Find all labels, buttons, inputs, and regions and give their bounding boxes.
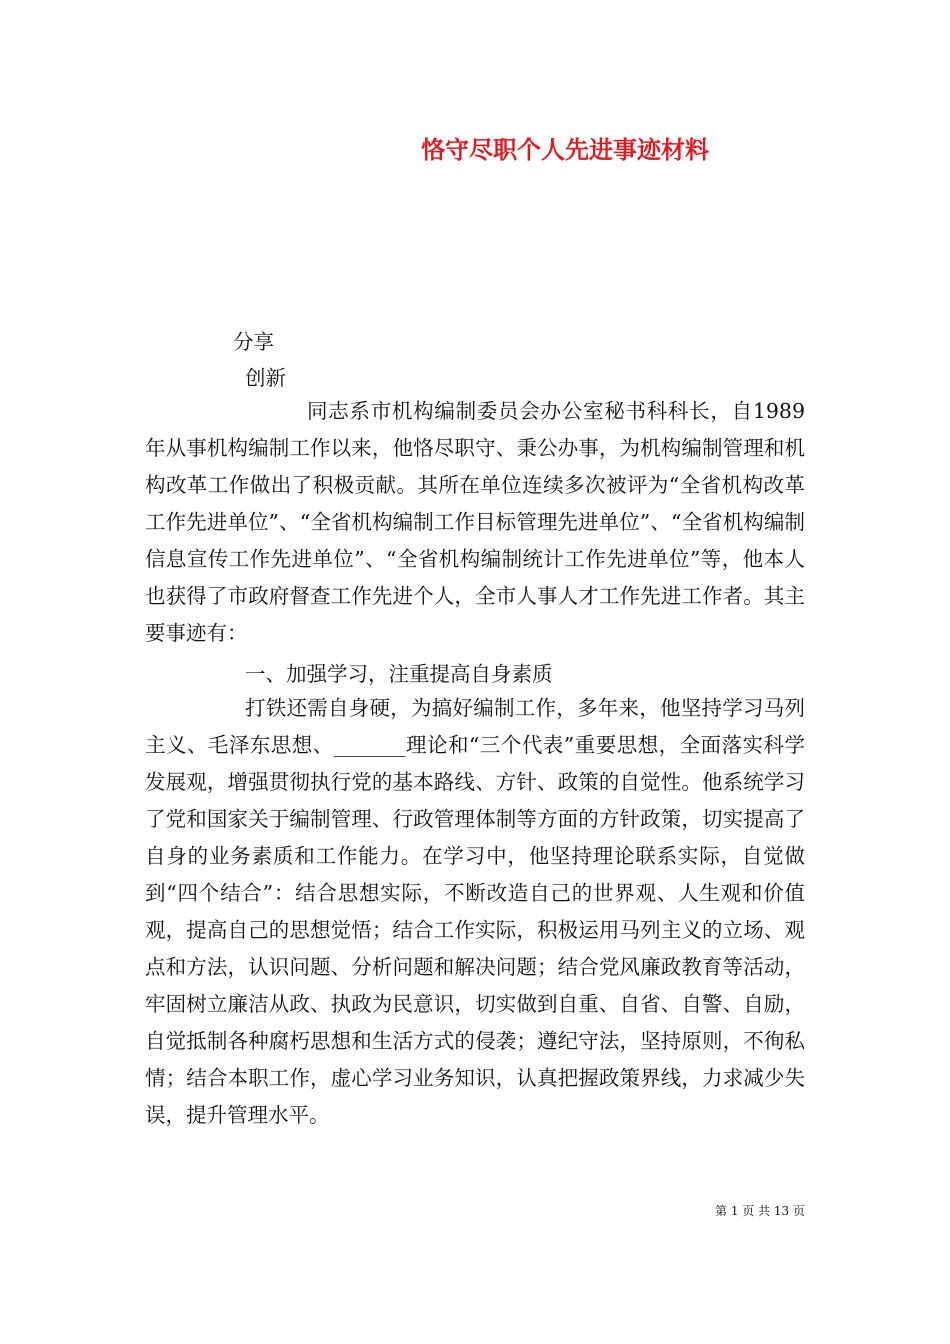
page-number: 第 1 页 共 13 页 [715,1204,805,1218]
paragraph-intro: 同志系市机构编制委员会办公室秘书科科长，自1989年从事机构编制工作以来，他恪尽职守、秉公办事，为机构编制管理和机构改革工作做出了积极贡献。其所在单位连续多次被评为“全省机构改革工作先进单位”、“全省机构编制工作目标管理先进单位”、“全省机构编制信息宣传工作先进单位”、“全省机构编制统计工作先进单位”等，他本人也获得了市政府督查工作先进个人，全市人事人才工作先进工作者。其主要事迹有： [145,399,805,645]
intro-line-innovation: 创新 [245,366,286,390]
section-heading-1: 一、加强学习，注重提高自身素质 [245,662,553,686]
intro-line-share: 分享 [233,330,274,354]
paragraph-study: 打铁还需自身硬，为搞好编制工作，多年来，他坚持学习马列主义、毛泽东思想、_______理论和“三个代表”重要思想，全面落实科学发展观，增强贯彻执行党的基本路线、方针、政策的自觉性。他系统学习了党和国家关于编制管理、行政管理体制等方面的方针政策，切实提高了自身的业务素质和工作能力。在学习中，他坚持理论联系实际，自觉做到“四个结合”：结合思想实际，不断改造自己的世界观、人生观和价值观，提高自己的思想觉悟；结合工作实际，积极运用马列主义的立场、观点和方法，认识问题、分析问题和解决问题；结合党风廉政教育等活动，牢固树立廉洁从政、执政为民意识，切实做到自重、自省、自警、自励，自觉抵制各种腐朽思想和生活方式的侵袭；遵纪守法，坚持原则，不徇私情；结合本职工作，虚心学习业务知识，认真把握政策界线，力求减少失误，提升管理水平。 [145,696,805,1127]
document-title: 恪守尽职个人先进事迹材料 [421,135,709,164]
